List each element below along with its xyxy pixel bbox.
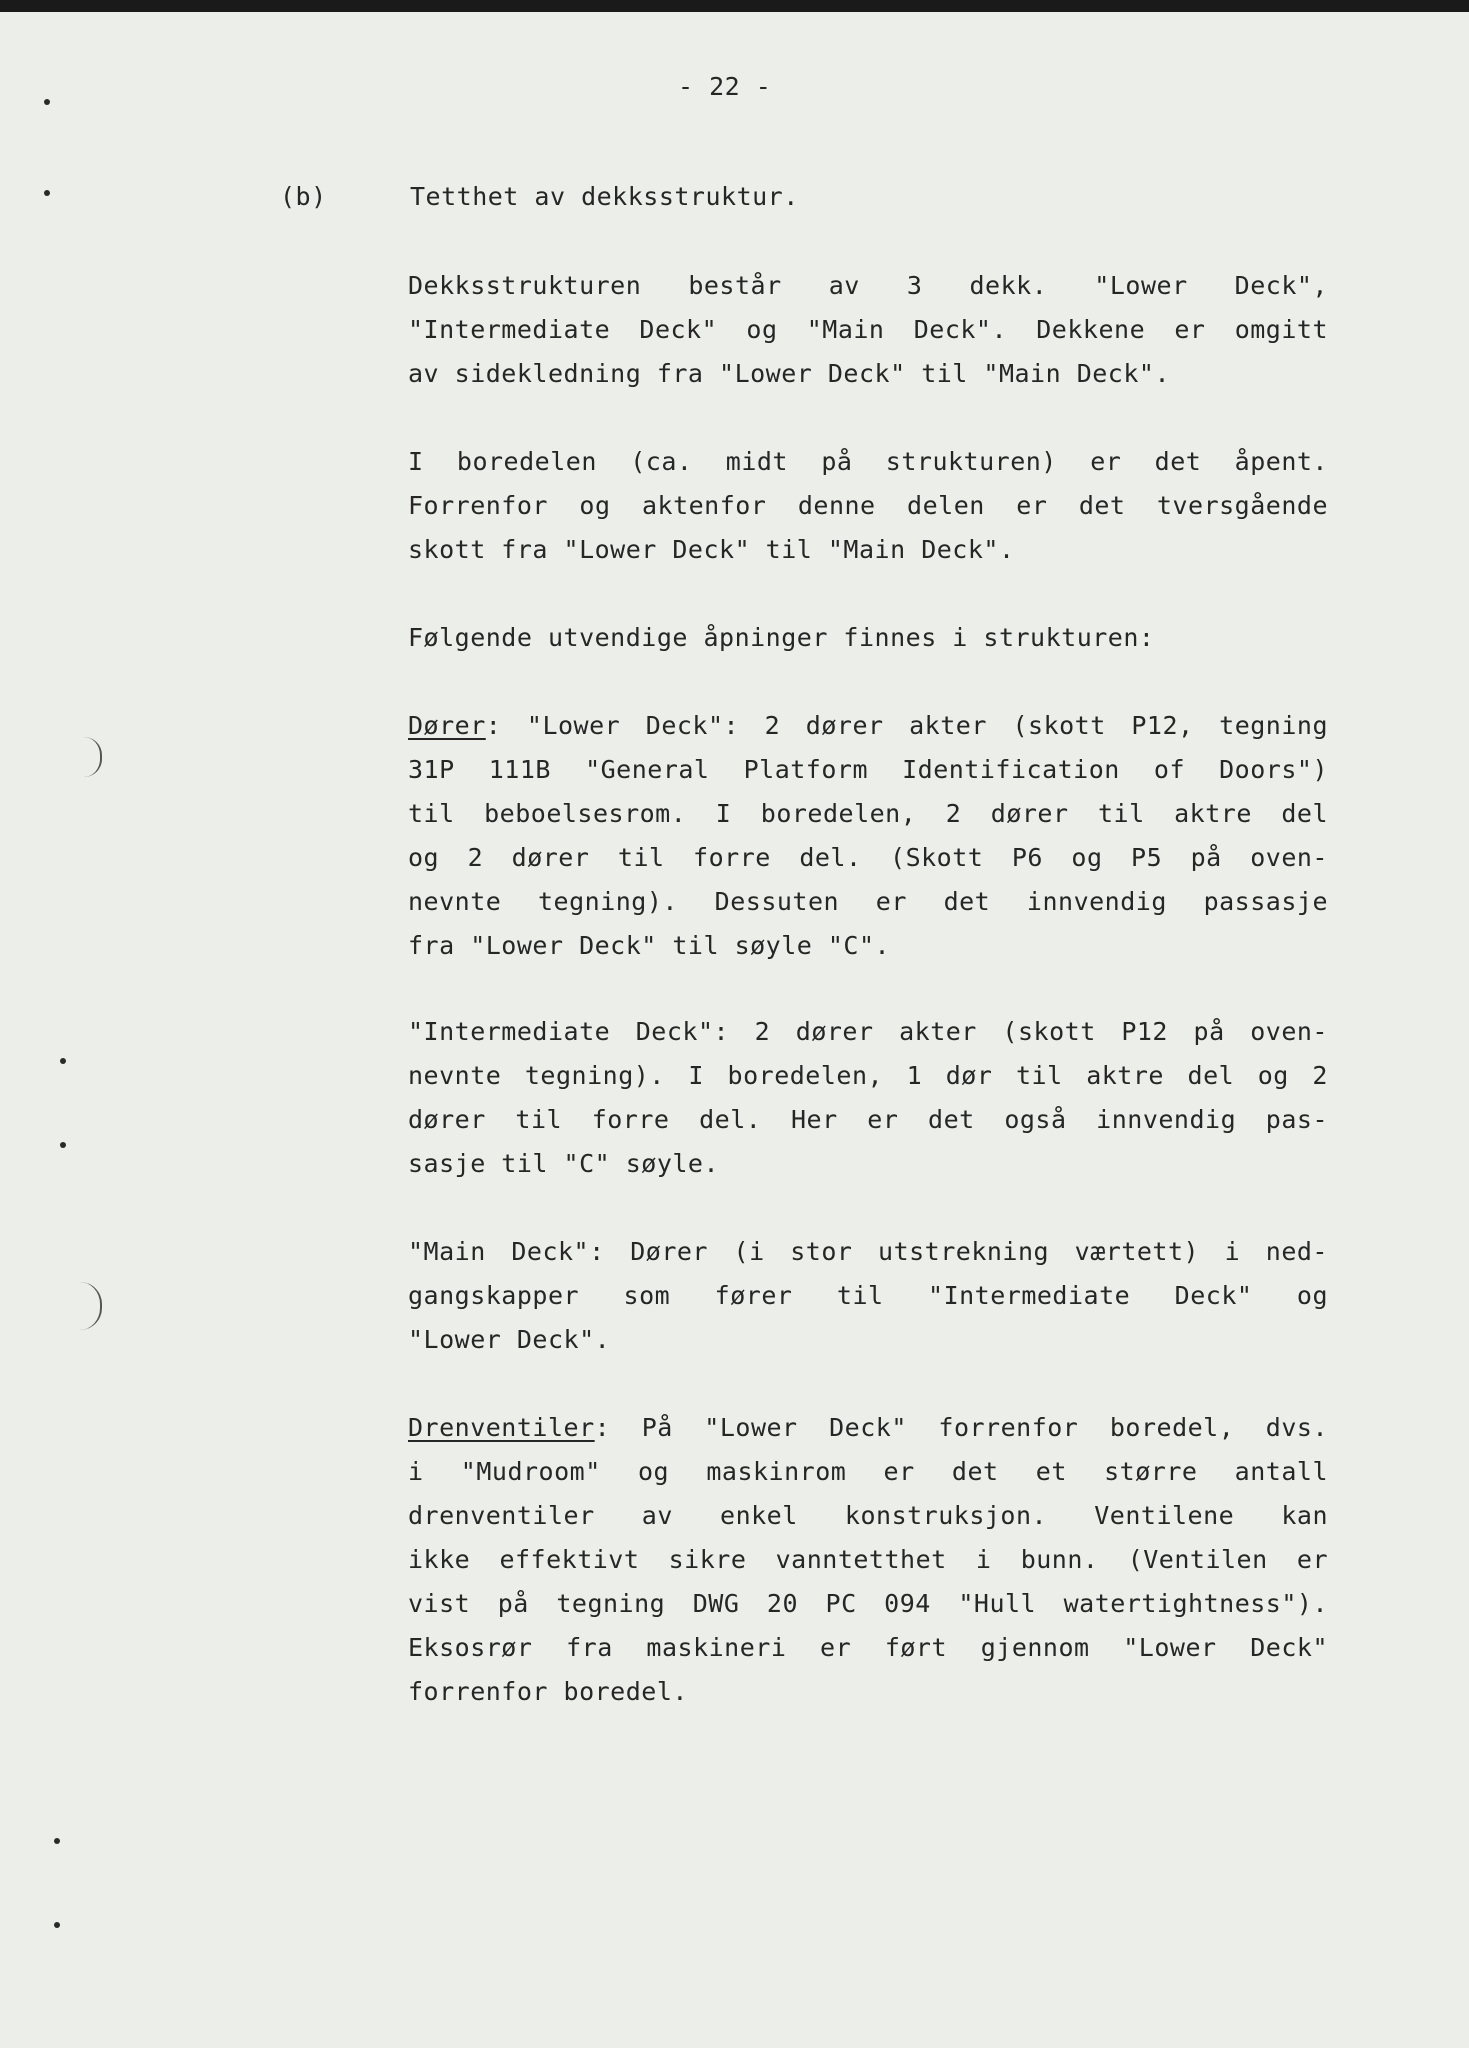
text-line: skott fra "Lower Deck" til "Main Deck". [408,535,1015,564]
text-line: "Intermediate Deck" og "Main Deck". Dekkene er omgitt [408,315,1328,344]
paragraph-main-deck [408,1230,1328,1362]
text-line: 31P 111B "General Platform Identification of Doors") [408,755,1328,784]
text-line: og 2 dører til forre del. (Skott P6 og P5 på oven- [408,843,1328,872]
text-line: forrenfor boredel. [408,1677,688,1706]
text-line: vist på tegning DWG 20 PC 094 "Hull watertightness"). [408,1589,1328,1618]
text-line: gangskapper som fører til "Intermediate Deck" og [408,1281,1328,1310]
doors-lead: Dører [408,711,486,740]
binder-hole-mark [54,1922,60,1928]
text-line-rest: : "Lower Deck": 2 dører akter (skott P12, tegning [485,711,1328,740]
text-line: dører til forre del. Her er det også innvendig pas- [408,1105,1328,1134]
text-line [408,704,1328,748]
text-line: fra "Lower Deck" til søyle "C". [408,931,891,960]
text-line: nevnte tegning). Dessuten er det innvendig passasje [408,887,1328,916]
text-line: nevnte tegning). I boredelen, 1 dør til aktre del og 2 [408,1061,1328,1090]
binder-hole-mark [60,1058,66,1064]
margin-ink-mark [84,737,102,777]
binder-hole-mark [54,1838,60,1844]
binder-hole-mark [44,190,50,196]
text-line: "Main Deck": Dører (i stor utstrekning værtett) i ned- [408,1237,1328,1266]
paragraph-doors [408,704,1328,968]
paragraph-intermediate-deck [408,1010,1328,1186]
binder-hole-mark [44,99,50,105]
text-line: Følgende utvendige åpninger finnes i strukturen: [408,623,1155,652]
drain-valves-lead: Drenventiler [408,1413,595,1442]
text-line-rest: : På "Lower Deck" forrenfor boredel, dvs. [594,1413,1328,1442]
text-line: Forrenfor og aktenfor denne delen er det tversgående [408,491,1328,520]
page-number: - 22 - [678,72,772,101]
section-heading: Tetthet av dekksstruktur. [410,182,799,211]
paragraph-drain-valves [408,1406,1328,1714]
text-line: I boredelen (ca. midt på strukturen) er det åpent. [408,447,1328,476]
text-line: "Intermediate Deck": 2 dører akter (skott P12 på oven- [408,1017,1328,1046]
text-line: ikke effektivt sikre vanntetthet i bunn. (Ventilen er [408,1545,1328,1574]
section-label: (b) [280,182,327,211]
text-line: Dekksstrukturen består av 3 dekk. "Lower Deck", [408,271,1328,300]
text-line: sasje til "C" søyle. [408,1149,720,1178]
text-line: Eksosrør fra maskineri er ført gjennom "Lower Deck" [408,1633,1328,1662]
margin-ink-mark [80,1282,102,1330]
paragraph-openings-intro [408,616,1328,660]
paragraph-drilling-section [408,440,1328,572]
text-line: av sidekledning fra "Lower Deck" til "Main Deck". [408,359,1171,388]
binder-hole-mark [60,1142,66,1148]
document-page [0,12,1469,2048]
text-line: i "Mudroom" og maskinrom er det et større antall [408,1457,1328,1486]
text-line: "Lower Deck". [408,1325,611,1354]
text-line: drenventiler av enkel konstruksjon. Ventilene kan [408,1501,1328,1530]
text-line [408,1406,1328,1450]
text-line: til beboelsesrom. I boredelen, 2 dører til aktre del [408,799,1328,828]
paragraph-deck-structure [408,264,1328,396]
